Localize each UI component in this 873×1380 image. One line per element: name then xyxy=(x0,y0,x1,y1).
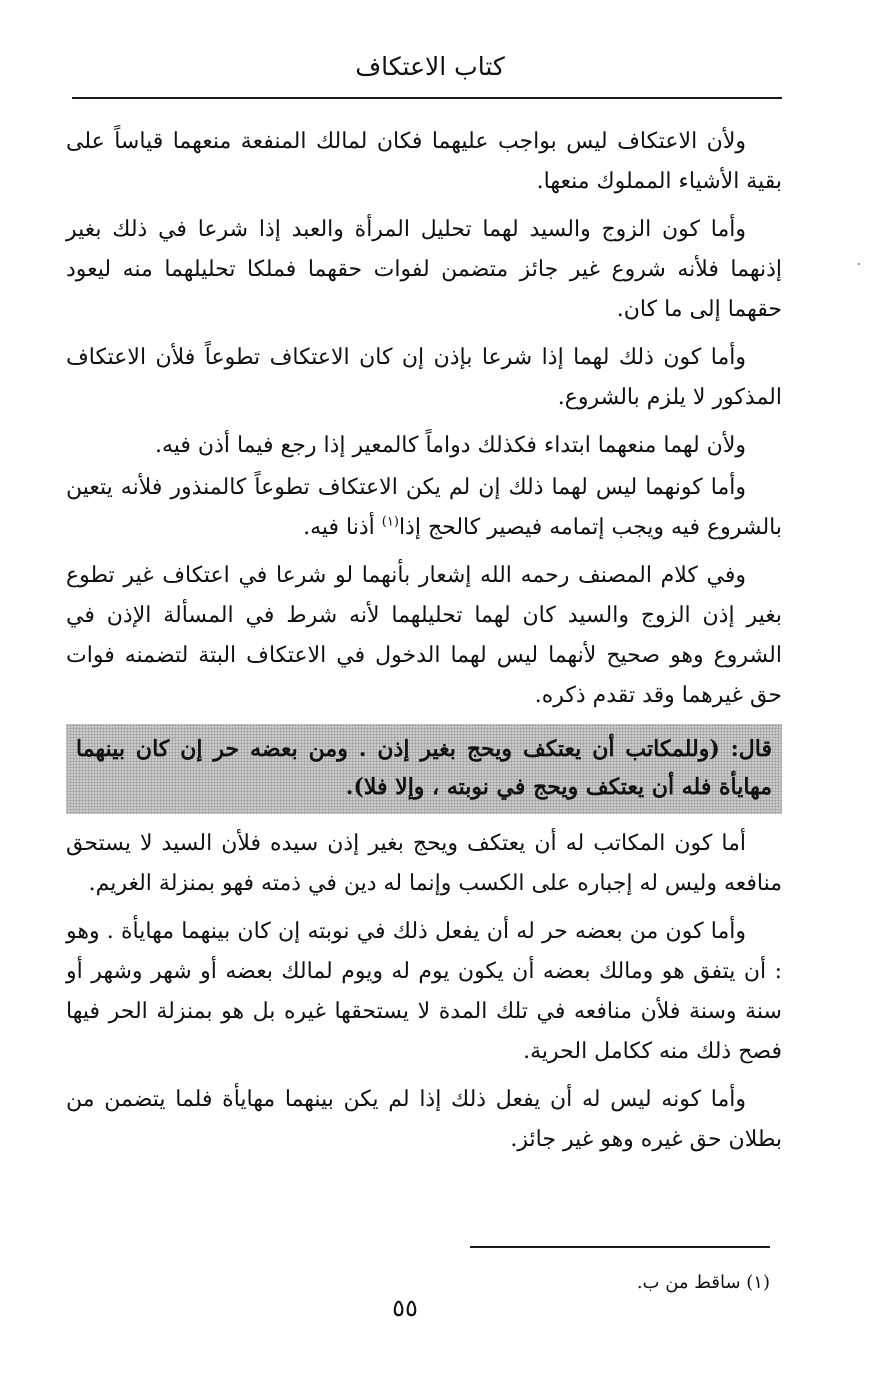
scan-speck xyxy=(858,263,860,265)
paragraph-6: وفي كلام المصنف رحمه الله إشعار بأنهما لو شرعا في اعتكاف غير تطوع بغير إذن الزوج والسيد كان لهما تحليلهما لأنه شرط في المسألة الإذن في الشروع وهو صحيح لأنهما ليس لهما الدخول في الاعتكاف البتة لتضمنه فوات حق غيرهما وقد تقدم ذكره. xyxy=(66,563,782,708)
paragraph-4: ولأن لهما منعهما ابتداء فكذلك دواماً كالمعير إذا رجع فيما أذن فيه. xyxy=(154,433,746,458)
highlighted-matn-quote: قال: (وللمكاتب أن يعتكف ويحج بغير إذن . ومن بعضه حر إن كان بينهما مهايأة فله أن يعتكف ويحج في نوبته ، وإلا فلا). xyxy=(66,724,782,814)
paragraph-7: أما كون المكاتب له أن يعتكف ويحج بغير إذن سيده فلأن السيد لا يستحق منافعه وليس له إجباره على الكسب وإنما له دين في ذمته فهو بمنزلة الغريم. xyxy=(66,831,782,896)
paragraph-9: وأما كونه ليس له أن يفعل ذلك إذا لم يكن بينهما مهايأة فلما يتضمن من بطلان حق غيره وهو غير جائز. xyxy=(66,1087,782,1152)
paragraph-5 xyxy=(66,468,782,548)
footnote-separator xyxy=(470,1246,770,1248)
paragraph-3: وأما كون ذلك لهما إذا شرعا بإذن إن كان الاعتكاف تطوعاً فلأن الاعتكاف المذكور لا يلزم بالشروع. xyxy=(66,345,782,410)
header-rule xyxy=(72,97,782,99)
running-header-title: كتاب الاعتكاف xyxy=(355,52,505,81)
main-text xyxy=(66,122,782,1168)
paragraph-5-tail: أذنا فيه. xyxy=(303,515,382,540)
footnote: (١) ساقط من ب. xyxy=(636,1272,770,1293)
paragraph-8: وأما كون من بعضه حر له أن يفعل ذلك في نوبته إن كان بينهما مهايأة . وهو : أن يتفق هو ومالك بعضه أن يكون يوم له ويوم لمالك بعضه أو شهر وشهر أو سنة وسنة فلأن منافعه في تلك المدة لا يستحقها غيره بل هو بمنزلة الحر فيها فصح ذلك منه ككامل الحرية. xyxy=(66,919,782,1064)
paragraph-2: وأما كون الزوج والسيد لهما تحليل المرأة والعبد إذا شرعا في ذلك بغير إذنهما فلأنه شروع غير جائز متضمن لفوات حقهما فملكا تحليلهما منه ليعود حقهما إلى ما كان. xyxy=(66,217,782,322)
page-number: ٥٥ xyxy=(392,1294,418,1322)
paragraph-5-text: وأما كونهما ليس لهما ذلك إن لم يكن الاعتكاف تطوعاً كالمنذور فلأنه يتعين بالشروع فيه ويجب إتمامه فيصير كالحج إذا xyxy=(66,475,782,540)
footnote-reference: (١) xyxy=(381,514,399,530)
paragraph-1: ولأن الاعتكاف ليس بواجب عليهما فكان لمالك المنفعة منعهما قياساً على بقية الأشياء المملوك منعها. xyxy=(66,129,782,194)
